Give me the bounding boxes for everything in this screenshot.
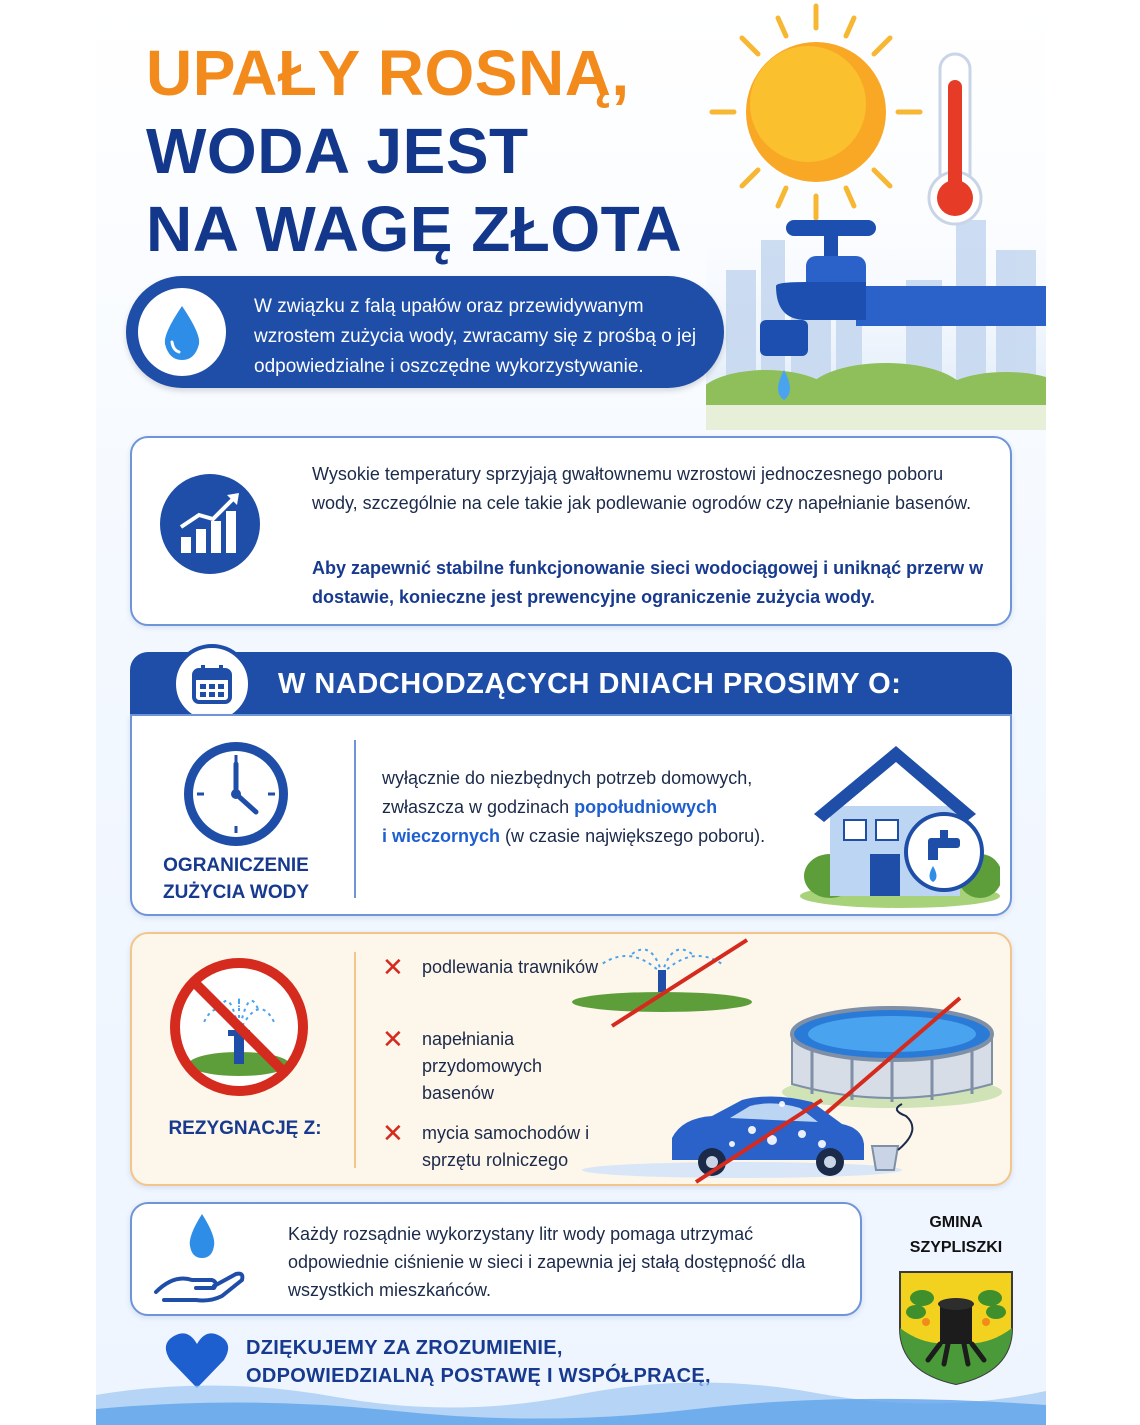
thermometer-icon [926, 50, 984, 230]
clock-icon [180, 738, 292, 850]
car-wash-illustration [582, 1096, 912, 1182]
water-drop-icon [157, 302, 207, 362]
info-card [130, 436, 1012, 626]
chart-icon-circle [160, 474, 260, 574]
divider [354, 740, 356, 898]
highlight-evening: i wieczornych [382, 826, 501, 846]
list-item-text: podlewania trawników [422, 957, 599, 977]
faucet-icon [746, 220, 1046, 430]
calendar-icon-circle [172, 644, 252, 724]
intro-icon-circle [134, 284, 230, 380]
title-line-2: WODA JEST [146, 115, 529, 187]
no-sprinkler-icon [164, 952, 314, 1102]
resign-label: REZYGNACJĘ Z: [168, 1118, 322, 1139]
water-drop-icon [778, 370, 790, 400]
resign-card [130, 932, 1012, 1186]
limit-usage-label: OGRANICZENIE ZUŻYCIA WODY [162, 855, 309, 903]
cross-icon: ✕ [382, 1024, 404, 1054]
section-title: W NADCHODZĄCYCH DNIACH PROSIMY O: [278, 668, 902, 700]
list-item-text: mycia samochodów i sprzętu rolniczego [422, 1123, 590, 1170]
footer-card [130, 1202, 862, 1316]
water-waves-decoration [96, 1335, 1046, 1425]
calendar-icon [190, 662, 234, 706]
sprinkler-illustration [572, 940, 752, 1026]
title-line-3: NA WAGĘ ZŁOTA [146, 193, 683, 265]
municipality-name: GMINA SZYPLISZKI [909, 1214, 1003, 1256]
highlight-afternoon: popołudniowych [574, 797, 718, 817]
divider [354, 952, 356, 1168]
limit-usage-card [130, 714, 1012, 916]
cross-icon: ✕ [382, 952, 404, 982]
title-line-1: UPAŁY ROSNĄ, [146, 37, 630, 109]
thank-you-message: DZIĘKUJEMY ZA ZROZUMIENIE, ODPOWIEDZIALNĄ POSTAWĘ I WSPÓŁPRACĘ, [246, 1337, 711, 1387]
info-paragraph-2: Aby zapewnić stabilne funkcjonowanie sieci wodociągowej i uniknąć przerw w dostawie, konieczne jest prewencyjne ograniczenie zużycia wody. [312, 558, 984, 607]
intro-text: W związku z falą upałów oraz przewidywanym wzrostem zużycia wody, zwracamy się z prośbą o jej odpowiedzialne i oszczędne wykorzystywanie. [254, 296, 697, 377]
intro-banner [126, 276, 724, 388]
limit-usage-text: wyłącznie do niezbędnych potrzeb domowych, zwłaszcza w godzinach popołudniowych i wieczornych (w czasie największego poboru). [382, 768, 766, 846]
poster [96, 0, 1046, 1425]
house-icon [800, 736, 1000, 908]
cross-icon: ✕ [382, 1118, 404, 1148]
list-item-text: napełniania przydomowych basenów [422, 1029, 543, 1103]
footer-text: Każdy rozsądnie wykorzystany litr wody pomaga utrzymać odpowiednie ciśnienie w sieci i zapewnia jej stałą dostępność dla wszystkich mieszkańców. [288, 1224, 806, 1300]
rising-chart-icon [175, 489, 245, 559]
section-banner [130, 652, 1012, 716]
prohibited-activities-illustration [572, 934, 1012, 1188]
info-paragraph-1: Wysokie temperatury sprzyjają gwałtownemu wzrostowi jednoczesnego poboru wody, szczególnie na cele takie jak podlewanie ogrodów czy napełnianie basenów. [312, 464, 972, 513]
hand-drop-icon [152, 1208, 252, 1308]
page-title [146, 34, 682, 268]
